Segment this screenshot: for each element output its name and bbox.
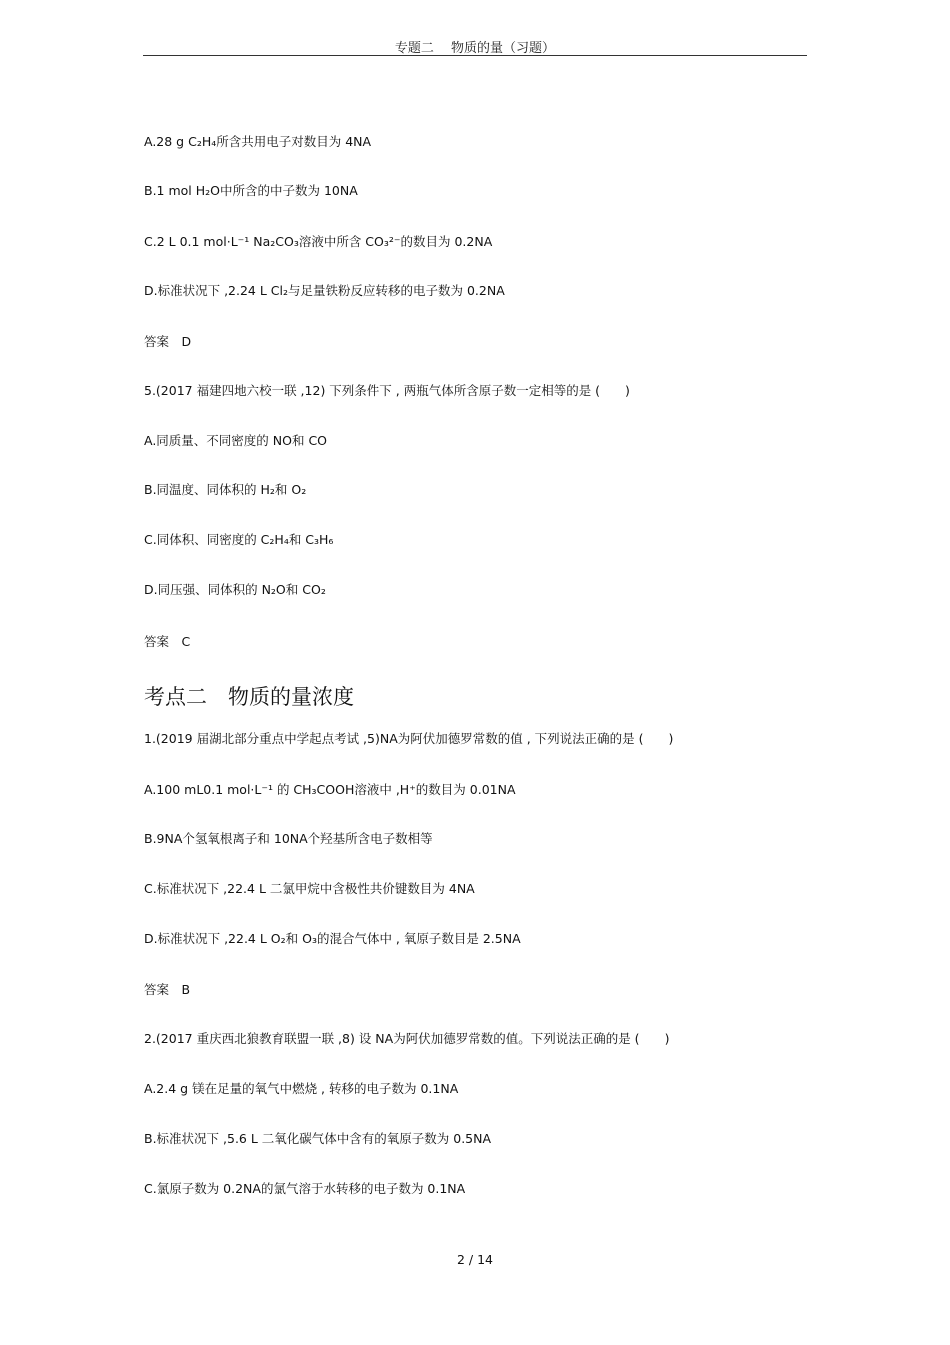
option-line: D.标准状况下 ,22.4 L O₂和 O₃的混合气体中 , 氧原子数目是 2.5NA (144, 931, 521, 946)
answer-line: 答案 C (144, 634, 191, 649)
option-line: C.氯原子数为 0.2NA的氯气溶于水转移的电子数为 0.1NA (144, 1181, 466, 1196)
section-heading: 考点二 物质的量浓度 (144, 685, 354, 709)
header-rule (143, 55, 807, 56)
option-line: D.同压强、同体积的 N₂O和 CO₂ (144, 582, 326, 597)
page-header: 专题二 物质的量（习题） (394, 41, 556, 56)
option-line: A.2.4 g 镁在足量的氧气中燃烧 , 转移的电子数为 0.1NA (144, 1081, 459, 1096)
option-line: D.标准状况下 ,2.24 L Cl₂与足量铁粉反应转移的电子数为 0.2NA (144, 283, 505, 298)
option-line: C.标准状况下 ,22.4 L 二氯甲烷中含极性共价键数目为 4NA (144, 881, 475, 896)
question-line: 1.(2019 届湖北部分重点中学起点考试 ,5)NA为阿伏加德罗常数的值 , 下列说法正确的是 ( ) (144, 731, 674, 746)
option-line: B.9NA个氢氧根离子和 10NA个羟基所含电子数相等 (144, 831, 433, 846)
option-line: B.1 mol H₂O中所含的中子数为 10NA (144, 183, 358, 198)
option-line: C.同体积、同密度的 C₂H₄和 C₃H₆ (144, 532, 334, 547)
option-line: C.2 L 0.1 mol·L⁻¹ Na₂CO₃溶液中所含 CO₃²⁻的数目为 0.2NA (144, 234, 493, 249)
question-line: 2.(2017 重庆西北狼教育联盟一联 ,8) 设 NA为阿伏加德罗常数的值。下列说法正确的是 ( ) (144, 1031, 670, 1046)
option-line: B.标准状况下 ,5.6 L 二氧化碳气体中含有的氧原子数为 0.5NA (144, 1131, 492, 1146)
option-line: B.同温度、同体积的 H₂和 O₂ (144, 482, 307, 497)
page-number: 2 / 14 (456, 1252, 494, 1267)
question-line: 5.(2017 福建四地六校一联 ,12) 下列条件下 , 两瓶气体所含原子数一定相等的是 ( ) (144, 383, 630, 398)
answer-line: 答案 B (144, 982, 191, 997)
option-line: A.28 g C₂H₄所含共用电子对数目为 4NA (144, 134, 372, 149)
option-line: A.同质量、不同密度的 NO和 CO (144, 433, 328, 448)
option-line: A.100 mL0.1 mol·L⁻¹ 的 CH₃COOH溶液中 ,H⁺的数目为 0.01NA (144, 782, 516, 797)
answer-line: 答案 D (144, 334, 192, 349)
